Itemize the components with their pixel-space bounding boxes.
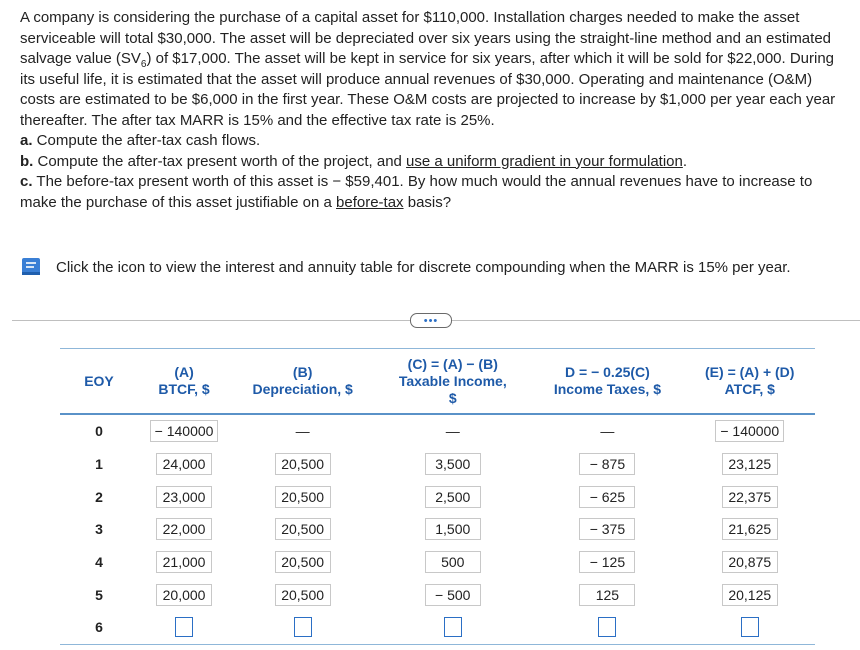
depreciation-cell: 20,500 (275, 518, 331, 540)
eoy-cell: 2 (95, 488, 103, 505)
gradient-hint-underlined: use a uniform gradient in your formulation (406, 152, 683, 170)
problem-statement (20, 8, 850, 213)
income-taxes-cell: − 625 (579, 486, 635, 508)
table-row (60, 611, 815, 644)
taxable-income-input-eoy6[interactable] (444, 617, 462, 637)
btcf-cell: 20,000 (156, 584, 212, 606)
income-taxes-input-eoy6[interactable] (598, 617, 616, 637)
taxable-income-cell: 500 (425, 551, 481, 573)
taxable-income-cell: 1,500 (425, 518, 481, 540)
table-row (60, 480, 815, 513)
interest-table-book-icon[interactable] (20, 257, 42, 277)
table-header-row (60, 349, 815, 415)
btcf-cell: − 140000 (150, 420, 219, 442)
header-atcf: (E) = (A) + (D) ATCF, $ (705, 364, 795, 397)
expand-more-button[interactable]: ••• (410, 313, 452, 328)
atcf-cell: 23,125 (722, 453, 778, 475)
depreciation-cell: 20,500 (275, 453, 331, 475)
btcf-cell: 23,000 (156, 486, 212, 508)
income-taxes-cell: − 875 (579, 453, 635, 475)
depreciation-cell: 20,500 (275, 551, 331, 573)
atcf-cell: − 140000 (715, 420, 784, 442)
eoy-cell: 6 (60, 611, 138, 644)
depreciation-cell: 20,500 (275, 584, 331, 606)
depreciation-input-eoy6[interactable] (294, 617, 312, 637)
part-a: a. Compute the after-tax cash flows. (20, 132, 261, 149)
btcf-cell: 21,000 (156, 551, 212, 573)
header-taxable-income: (C) = (A) − (B) Taxable Income, $ (398, 355, 507, 406)
taxable-income-cell: — (445, 423, 460, 440)
before-tax-underlined: before-tax (336, 193, 404, 211)
after-tax-cash-flow-table (60, 348, 815, 645)
eoy-cell: 3 (95, 521, 103, 538)
header-btcf: (A) BTCF, $ (158, 364, 210, 397)
eoy-cell: 5 (95, 586, 103, 603)
table-row (60, 513, 815, 546)
atcf-cell: 20,125 (722, 584, 778, 606)
table-row (60, 414, 815, 448)
table-row (60, 448, 815, 481)
hint-text: Click the icon to view the interest and annuity table for discrete compounding when the MARR is 15% per year. (56, 258, 791, 276)
income-taxes-cell: − 375 (579, 518, 635, 540)
header-depreciation: (B) Depreciation, $ (252, 364, 353, 397)
atcf-cell: 22,375 (722, 486, 778, 508)
btcf-cell: 22,000 (156, 518, 212, 540)
interest-table-hint (20, 257, 791, 277)
header-eoy: EOY (84, 372, 114, 389)
depreciation-cell: 20,500 (275, 486, 331, 508)
atcf-cell: 20,875 (722, 551, 778, 573)
taxable-income-cell: 2,500 (425, 486, 481, 508)
problem-intro: A company is considering the purchase of a capital asset for $110,000. Installation charges needed to make the asset serviceable will total $30,000. The asset will be depreciated over six years using the straight-line method and an estimated salvage value $(SV_6)$ of $17,000. The asset will be kept in service for six years, after which it will be sold for $22,000. During its useful life, it is estimated that the asset will produce annual revenues of $30,000. Operating and maintenance (O&M) costs are estimated to be $6,000 in the first year. These O&M costs are projected to increase by $1,000 per year each year thereafter. The after tax MARR is 15% and the effective tax rate is 25%. (20, 9, 836, 129)
atcf-cell: 21,625 (722, 518, 778, 540)
table-row (60, 546, 815, 579)
btcf-input-eoy6[interactable] (175, 617, 193, 637)
eoy-cell: 4 (95, 554, 103, 571)
taxable-income-cell: − 500 (425, 584, 481, 606)
part-c: c. The before-tax present worth of this asset is − $59,401. By how much would the annual revenues have to increase to make the purchase of this asset justifiable on a before-tax basis? (20, 173, 813, 211)
eoy-cell: 0 (95, 423, 103, 440)
income-taxes-cell: 125 (579, 584, 635, 606)
taxable-income-cell: 3,500 (425, 453, 481, 475)
income-taxes-cell: — (600, 423, 615, 440)
depreciation-cell: — (295, 423, 310, 440)
table-row (60, 578, 815, 611)
income-taxes-cell: − 125 (579, 551, 635, 573)
btcf-cell: 24,000 (156, 453, 212, 475)
atcf-input-eoy6[interactable] (741, 617, 759, 637)
eoy-cell: 1 (95, 456, 103, 473)
header-income-taxes: D = − 0.25(C) Income Taxes, $ (553, 364, 661, 397)
part-b: b. Compute the after-tax present worth of the project, and use a uniform gradient in your formulation. (20, 152, 688, 170)
